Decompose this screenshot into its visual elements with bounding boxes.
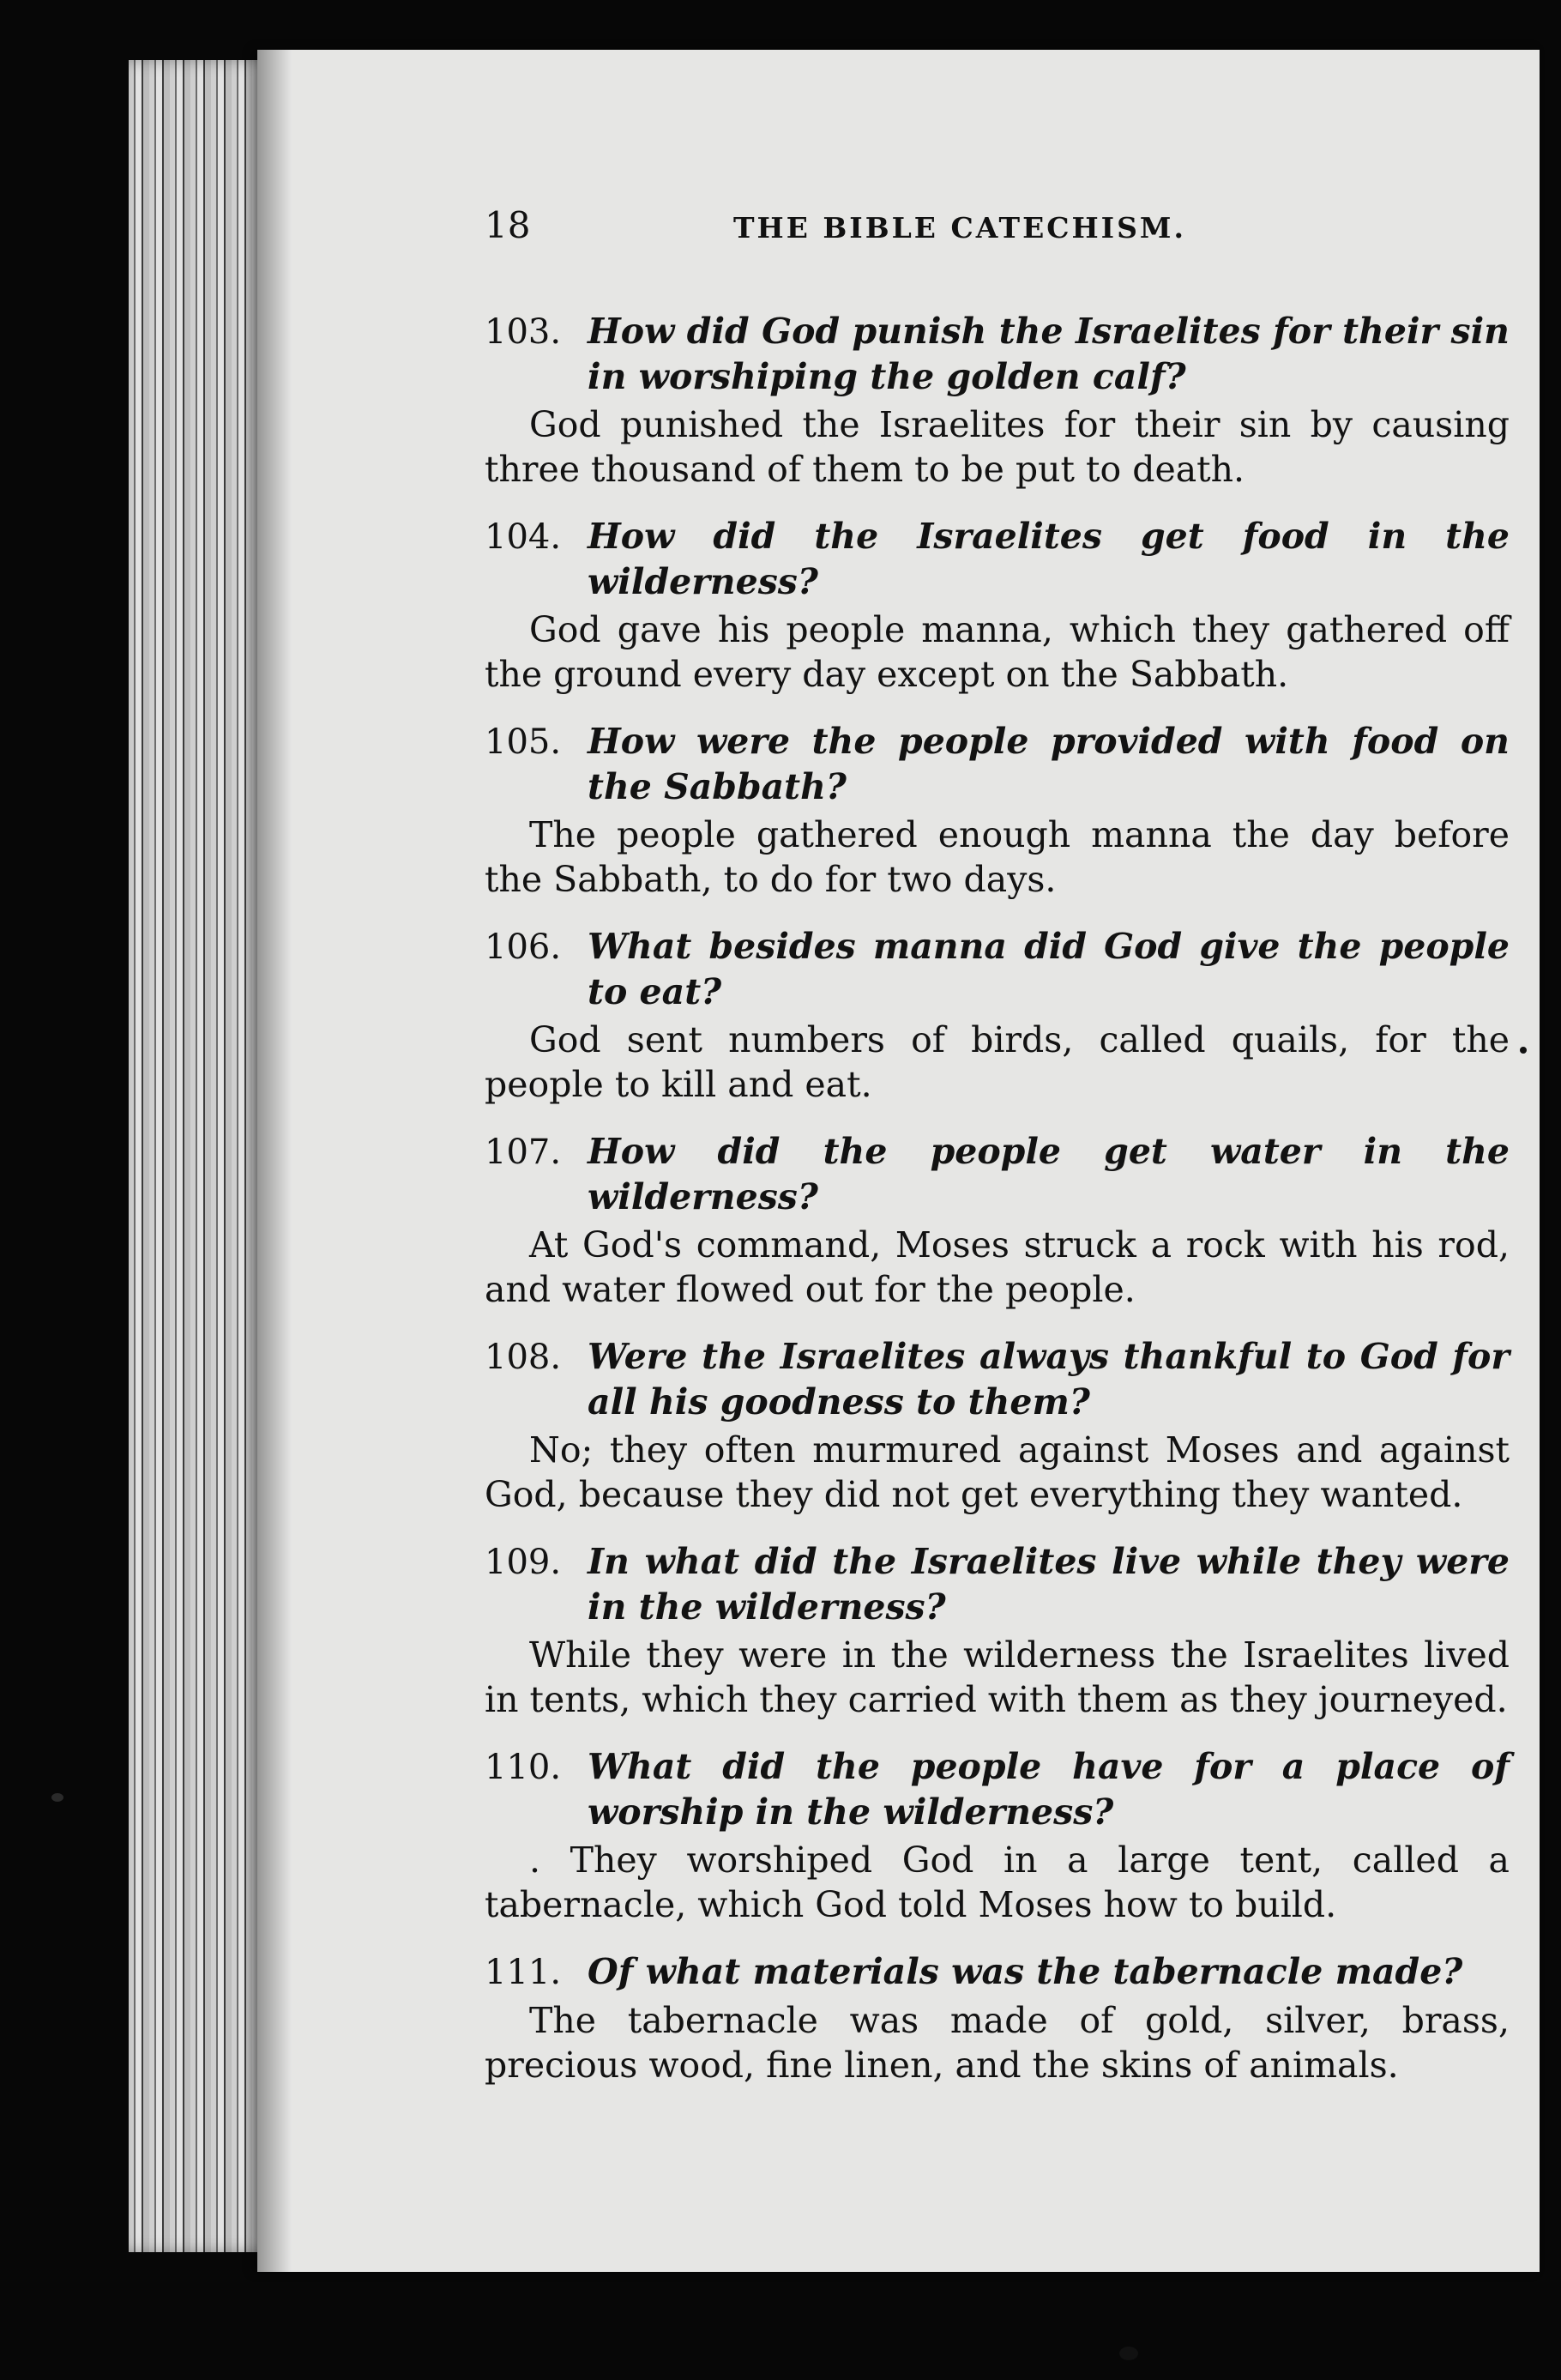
page-fold-shadow bbox=[257, 50, 292, 2272]
question-text: How did the Israelites get food in the wilderness? bbox=[588, 516, 1510, 602]
question-number: 111. bbox=[485, 1953, 562, 1992]
catechism-entry bbox=[485, 719, 1510, 902]
question bbox=[485, 1949, 1510, 1995]
question-number: 103. bbox=[485, 312, 562, 352]
question bbox=[485, 1539, 1510, 1629]
question bbox=[485, 924, 1510, 1014]
answer: God gave his people manna, which they gathered off the ground every day except on the Sabbath. bbox=[485, 609, 1510, 695]
question-number: 106. bbox=[485, 927, 562, 967]
catechism-entry bbox=[485, 309, 1510, 492]
page-header bbox=[485, 204, 1510, 273]
scan-speck bbox=[1520, 1047, 1527, 1054]
question-number: 108. bbox=[485, 1338, 562, 1377]
page-content bbox=[485, 204, 1510, 2110]
answer: God punished the Israelites for their sin by causing three thousand of them to be put to death. bbox=[485, 404, 1510, 490]
question-text: How did the people get water in the wilderness? bbox=[588, 1131, 1510, 1217]
question bbox=[485, 514, 1510, 604]
answer: While they were in the wilderness the Israelites lived in tents, which they carried with them as they journeyed. bbox=[485, 1634, 1510, 1720]
page-number: 18 bbox=[485, 204, 531, 246]
answer: God sent numbers of birds, called quails, for the people to kill and eat. bbox=[485, 1019, 1510, 1105]
catechism-entry bbox=[485, 1334, 1510, 1517]
question-number: 107. bbox=[485, 1133, 562, 1172]
question bbox=[485, 309, 1510, 399]
answer: No; they often murmured against Moses and against God, because they did not get everything they wanted. bbox=[485, 1429, 1510, 1515]
question-number: 105. bbox=[485, 722, 562, 762]
question bbox=[485, 1129, 1510, 1219]
running-title: THE BIBLE CATECHISM. bbox=[733, 211, 1186, 245]
question-text: Of what materials was the tabernacle made? bbox=[588, 1951, 1463, 1992]
page-edges bbox=[129, 60, 274, 2252]
catechism-entry bbox=[485, 1129, 1510, 1312]
question bbox=[485, 719, 1510, 809]
answer: At God's command, Moses struck a rock with his rod, and water flowed out for the people. bbox=[485, 1224, 1510, 1310]
catechism-entry bbox=[485, 1744, 1510, 1927]
scan-speck bbox=[51, 1793, 63, 1802]
question-text: What besides manna did God give the people to eat? bbox=[588, 926, 1510, 1012]
question bbox=[485, 1744, 1510, 1834]
scan-speck bbox=[1119, 2347, 1138, 2360]
question-text: Were the Israelites always thankful to God for all his goodness to them? bbox=[588, 1336, 1510, 1423]
question-number: 109. bbox=[485, 1543, 562, 1582]
question bbox=[485, 1334, 1510, 1424]
catechism-entry bbox=[485, 1539, 1510, 1722]
answer: The tabernacle was made of gold, silver, brass, precious wood, fine linen, and the skins of animals. bbox=[485, 2000, 1510, 2086]
question-number: 110. bbox=[485, 1748, 562, 1787]
question-text: How were the people provided with food on the Sabbath? bbox=[588, 721, 1510, 807]
catechism-entry bbox=[485, 924, 1510, 1107]
question-text: What did the people have for a place of worship in the wilderness? bbox=[588, 1746, 1510, 1833]
answer: The people gathered enough manna the day before the Sabbath, to do for two days. bbox=[485, 814, 1510, 900]
answer: . They worshiped God in a large tent, called a tabernacle, which God told Moses how to build. bbox=[485, 1839, 1510, 1925]
question-text: How did God punish the Israelites for their sin in worshiping the golden calf? bbox=[588, 311, 1510, 397]
question-text: In what did the Israelites live while they were in the wilderness? bbox=[588, 1541, 1510, 1628]
catechism-entry bbox=[485, 1949, 1510, 2087]
question-number: 104. bbox=[485, 517, 562, 557]
catechism-entry bbox=[485, 514, 1510, 697]
